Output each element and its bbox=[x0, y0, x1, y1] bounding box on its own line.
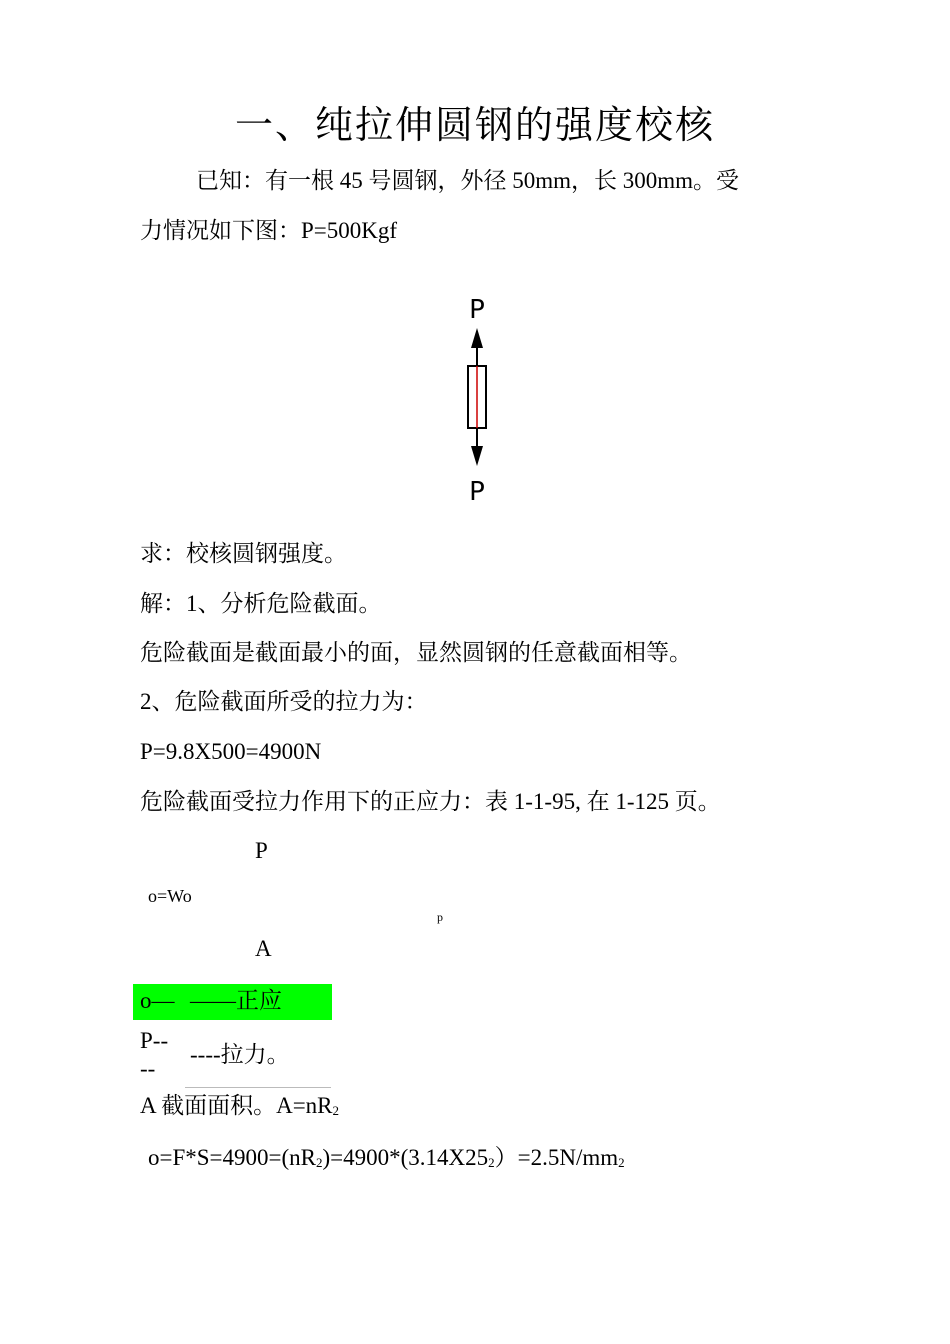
force-label-bottom: P bbox=[469, 477, 485, 507]
legend-p-symbol-2: -- bbox=[140, 1056, 156, 1081]
formula-subscript-p: p bbox=[437, 910, 443, 924]
question: 求：校核圆钢强度。 bbox=[140, 541, 347, 566]
stress-reference: 危险截面受拉力作用下的正应力：表 1-1-95, 在 1-125 页。 bbox=[140, 789, 721, 814]
given-line-1: 已知：有一根 45 号圆钢，外径 50mm，长 300mm。受 bbox=[196, 168, 740, 193]
solution-step-1-text: 危险截面是截面最小的面，显然圆钢的任意截面相等。 bbox=[140, 640, 692, 665]
given-line-2: 力情况如下图：P=500Kgf bbox=[140, 218, 398, 243]
divider-line bbox=[185, 1087, 331, 1088]
final-eq-part-1: o=F*S=4900=(nR bbox=[148, 1145, 316, 1170]
arrow-down-icon bbox=[471, 446, 483, 466]
legend-p-symbol-1: P-- bbox=[140, 1028, 169, 1053]
force-equation: P=9.8X500=4900N bbox=[140, 739, 322, 764]
page-title: 一、纯拉伸圆钢的强度校核 bbox=[234, 105, 715, 147]
solution-step-2: 2、危险截面所受的拉力为： bbox=[140, 689, 428, 714]
force-diagram-svg bbox=[455, 290, 499, 510]
force-label-top: P bbox=[469, 295, 485, 325]
final-eq-sub-2: 2 bbox=[488, 1155, 495, 1170]
solution-step-1: 解：1、分析危险截面。 bbox=[140, 591, 382, 616]
legend-sigma-symbol: o— bbox=[140, 988, 175, 1013]
formula-numerator: P bbox=[255, 838, 268, 863]
legend-p-desc: ----拉力。 bbox=[190, 1042, 290, 1067]
final-eq-sub-3: 2 bbox=[618, 1155, 625, 1170]
legend-area-sub: 2 bbox=[332, 1103, 340, 1118]
legend-sigma-desc: ——正应 bbox=[190, 988, 282, 1013]
final-eq-part-3: ）=2.5N/mm bbox=[494, 1145, 619, 1170]
legend-area-text: A 截面面积。A=nR bbox=[140, 1093, 333, 1118]
force-diagram bbox=[455, 290, 499, 510]
final-equation bbox=[148, 1143, 625, 1178]
final-eq-sub-1: 2 bbox=[316, 1155, 323, 1170]
legend-area bbox=[140, 1091, 339, 1126]
final-eq-part-2: )=4900*(3.14X25 bbox=[322, 1145, 489, 1170]
arrow-up-icon bbox=[471, 328, 483, 348]
formula-lhs: o=Wo bbox=[148, 886, 192, 906]
formula-denominator: A bbox=[255, 936, 272, 961]
